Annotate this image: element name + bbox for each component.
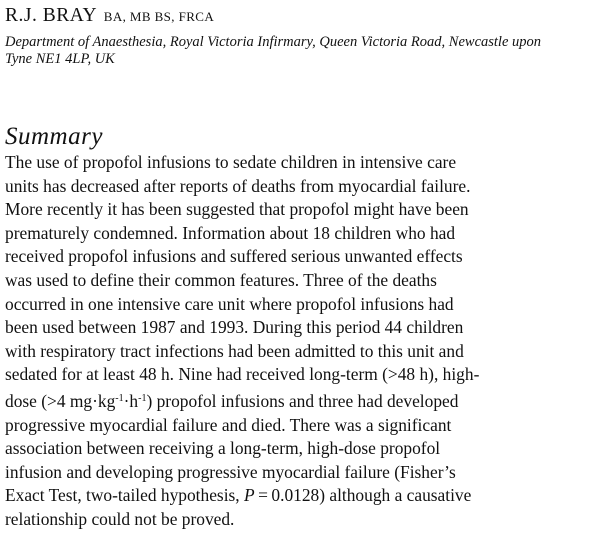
summary-line: relationship could not be proved. — [5, 508, 235, 529]
pvalue-text-after: = 0.0128) although a causative — [254, 485, 472, 506]
affiliation — [5, 34, 597, 68]
summary-line: The use of propofol infusions to sedate children in intensive care — [5, 152, 457, 172]
summary-line: was used to define their common features. Three of the deaths — [5, 269, 437, 290]
summary-paragraph — [5, 151, 595, 532]
summary-line: prematurely condemned. Information about 18 children who had — [5, 222, 456, 243]
pvalue-text-before: Exact Test, two-tailed hypothesis, — [5, 485, 244, 506]
author-credentials: BA, MB BS, FRCA — [103, 9, 215, 24]
dose-text-before: dose (>4 mg·kg — [5, 390, 116, 411]
affiliation-line: Department of Anaesthesia, Royal Victoria Infirmary, Queen Victoria Road, Newcastle upon — [5, 34, 542, 50]
author-name: R.J. BRAY — [5, 5, 97, 26]
dose-superscript: -1 — [138, 392, 147, 404]
summary-line: progressive myocardial failure and died. There was a significant — [5, 414, 452, 435]
summary-line: received propofol infusions and suffered serious unwanted effects — [5, 246, 463, 267]
summary-line-dose — [5, 387, 595, 414]
author-line — [5, 5, 214, 27]
summary-line: with respiratory tract infections had been admitted to this unit and — [5, 340, 464, 361]
dose-text-middle: ·h — [123, 390, 139, 411]
summary-heading: Summary — [5, 123, 103, 150]
dose-text-after: ) propofol infusions and three had developed — [146, 390, 459, 411]
summary-line: infusion and developing progressive myocardial failure (Fisher’s — [5, 461, 456, 482]
summary-line: been used between 1987 and 1993. During this period 44 children — [5, 317, 464, 338]
affiliation-line: Tyne NE1 4LP, UK — [5, 51, 115, 67]
p-symbol: P — [244, 485, 255, 506]
summary-line: More recently it has been suggested that propofol might have been — [5, 199, 469, 220]
summary-line: association between receiving a long-term, high-dose propofol — [5, 438, 441, 459]
summary-line: occurred in one intensive care unit where propofol infusions had — [5, 293, 454, 314]
summary-line-pvalue — [5, 484, 595, 508]
summary-line: units has decreased after reports of deaths from myocardial failure. — [5, 175, 471, 196]
summary-line: sedated for at least 48 h. Nine had received long-term (>48 h), high- — [5, 364, 480, 385]
dose-superscript: -1 — [115, 392, 124, 404]
